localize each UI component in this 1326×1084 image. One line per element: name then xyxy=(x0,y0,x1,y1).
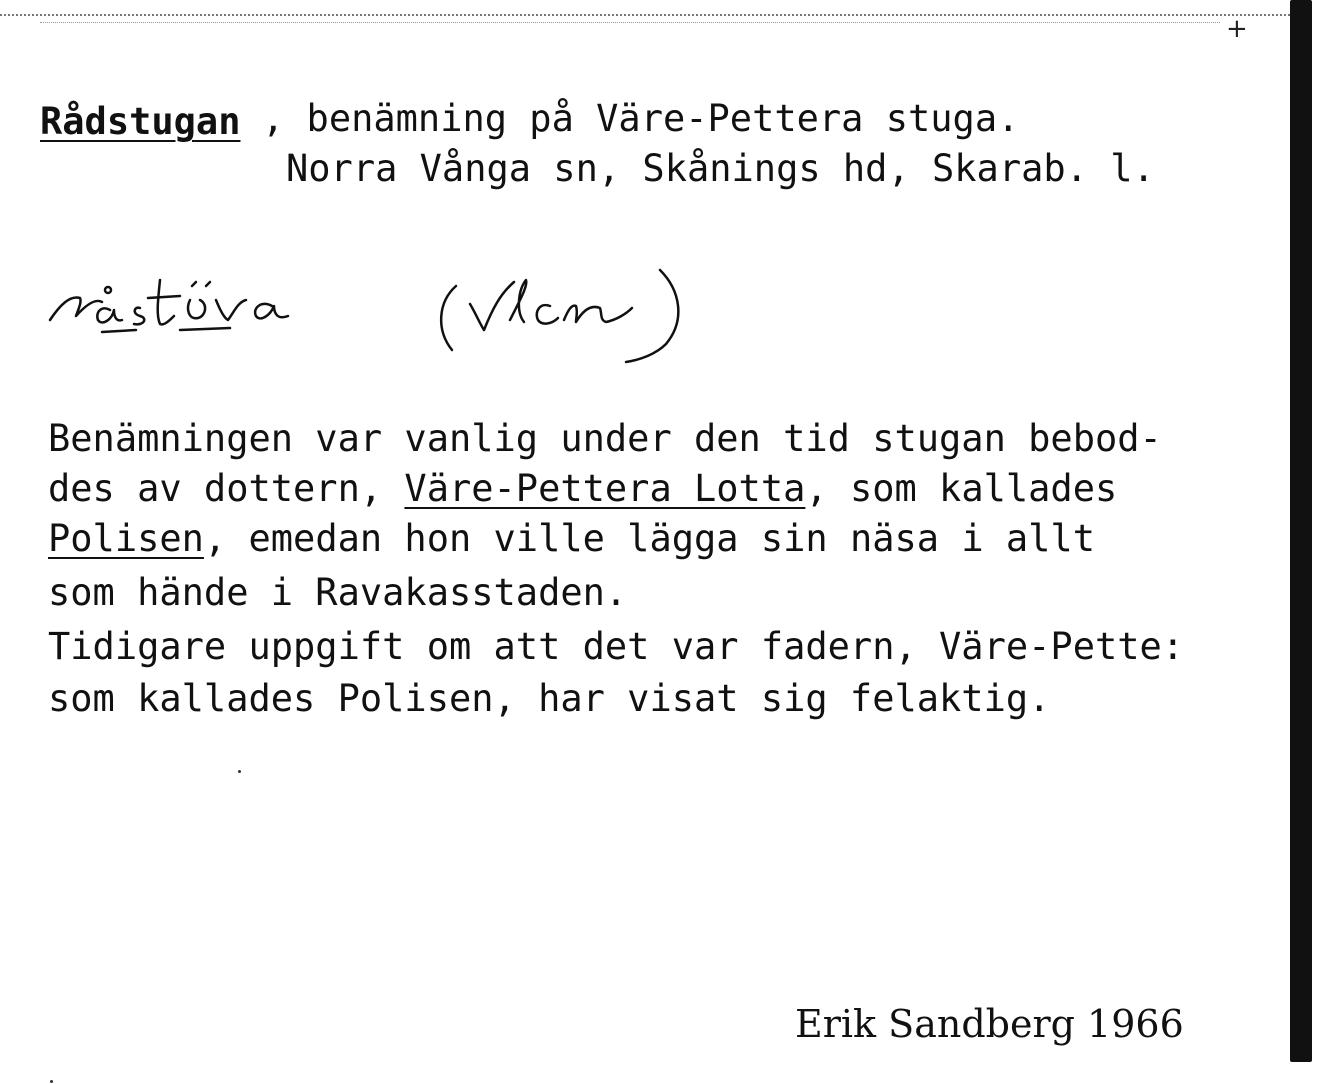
body-line-6: som kallades Polisen, har visat sig felaktig. xyxy=(48,677,1051,720)
handwritten-annotation xyxy=(40,250,700,370)
headword: Rådstugan xyxy=(40,100,241,143)
header-definition: , benämning på Väre-Pettera stuga. xyxy=(262,97,1020,140)
card-top-edge xyxy=(0,14,1290,16)
person-name-underlined: Väre-Pettera Lotta xyxy=(404,467,806,510)
body-line-2 xyxy=(48,467,1118,510)
body-line-3-end: , emedan hon ville lägga sin näsa i allt xyxy=(203,517,1095,560)
header-location: Norra Vånga sn, Skånings hd, Skarab. l. xyxy=(286,147,1155,190)
signature: Erik Sandberg 1966 xyxy=(795,1002,1184,1046)
body-line-2-end: , som kallades xyxy=(805,467,1118,510)
card-top-edge-dotted xyxy=(40,22,1220,23)
body-line-3 xyxy=(48,517,1095,560)
card-right-edge xyxy=(1290,0,1312,1062)
scan-speck xyxy=(238,770,241,773)
body-line-2-start: des av dottern, xyxy=(48,467,405,510)
plus-mark-icon: + xyxy=(1226,14,1248,44)
nickname-underlined: Polisen xyxy=(48,517,204,560)
body-line-4: som hände i Ravakasstaden. xyxy=(48,571,628,614)
body-line-1: Benämningen var vanlig under den tid stugan bebod- xyxy=(48,417,1162,460)
body-line-5: Tidigare uppgift om att det var fadern, Väre-Pette: xyxy=(48,625,1185,668)
scan-speck xyxy=(50,1080,53,1083)
